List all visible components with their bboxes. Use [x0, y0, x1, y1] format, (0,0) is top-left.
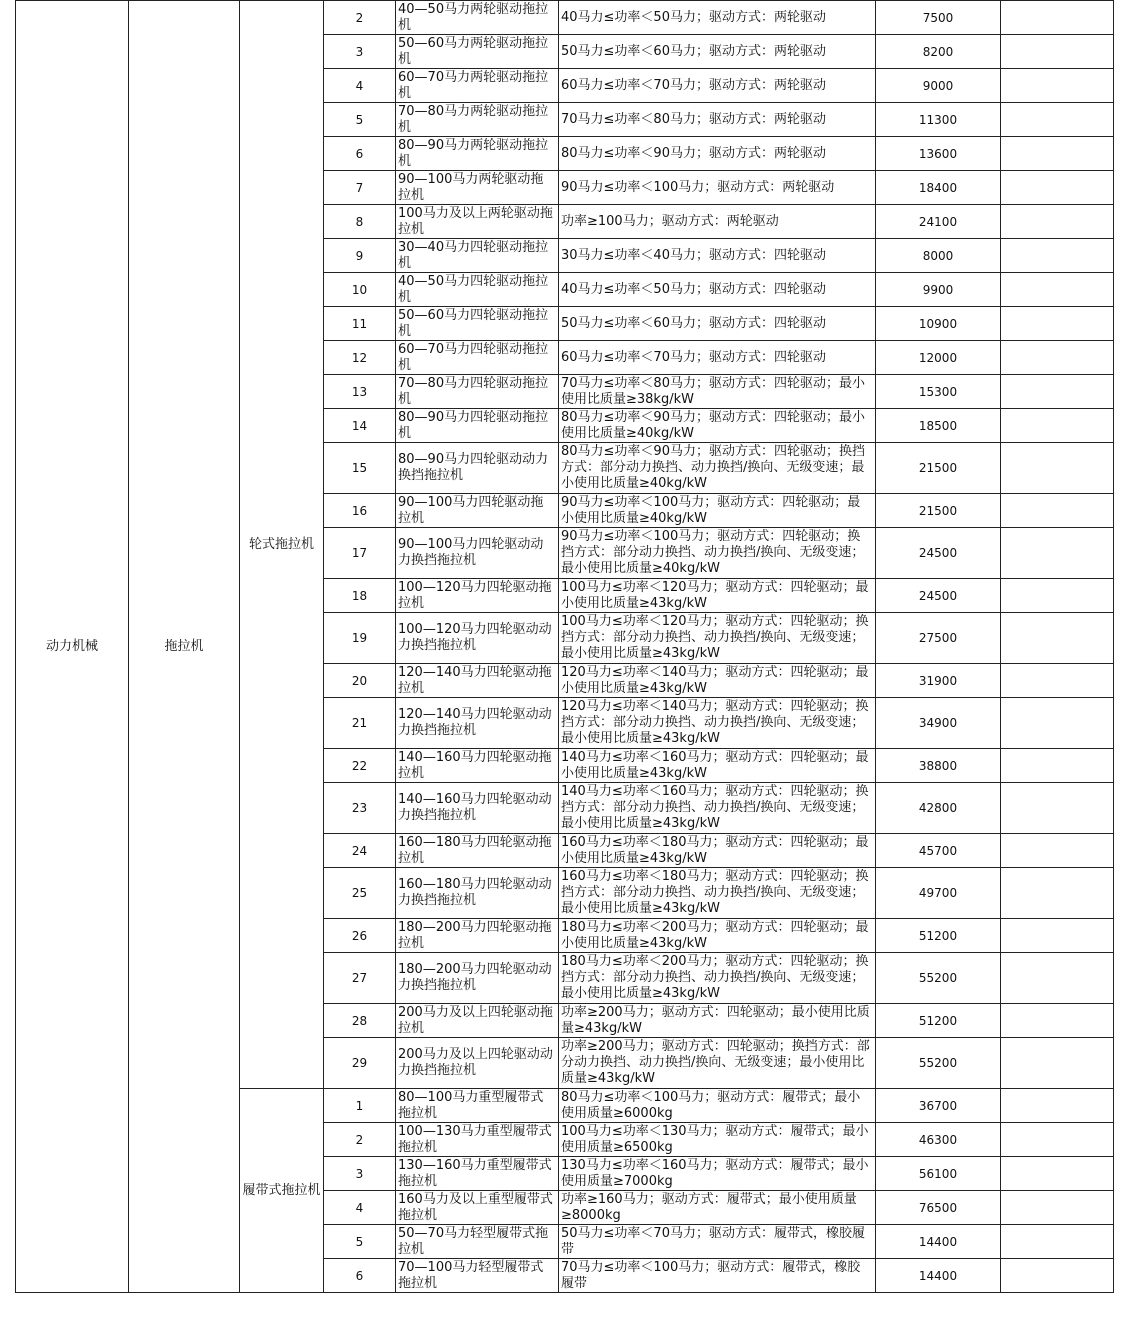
item-spec: 160马力≤功率＜180马力；驱动方式：四轮驱动；最小使用比质量≥43kg/kW: [559, 834, 876, 868]
item-price: 8200: [876, 35, 1001, 69]
item-name: 90—100马力四轮驱动动力换挡拖拉机: [396, 528, 559, 579]
item-spec: 50马力≤功率＜70马力；驱动方式：履带式，橡胶履带: [559, 1225, 876, 1259]
item-price: 51200: [876, 919, 1001, 953]
item-price: 56100: [876, 1157, 1001, 1191]
row-number: 5: [324, 103, 396, 137]
table-body: [16, 1, 1114, 1293]
item-name: 180—200马力四轮驱动动力换挡拖拉机: [396, 953, 559, 1004]
empty-cell: [1001, 443, 1114, 494]
item-spec: 70马力≤功率＜100马力；驱动方式：履带式，橡胶履带: [559, 1259, 876, 1293]
row-number: 12: [324, 341, 396, 375]
item-name: 100—130马力重型履带式拖拉机: [396, 1123, 559, 1157]
row-number: 22: [324, 749, 396, 783]
empty-cell: [1001, 69, 1114, 103]
row-number: 3: [324, 35, 396, 69]
item-spec: 80马力≤功率＜90马力；驱动方式：四轮驱动；换挡方式：部分动力换挡、动力换挡/换向、无级变速；最小使用比质量≥40kg/kW: [559, 443, 876, 494]
item-spec: 功率≥200马力；驱动方式：四轮驱动；换挡方式：部分动力换挡、动力换挡/换向、无级变速；最小使用比质量≥43kg/kW: [559, 1038, 876, 1089]
item-price: 11300: [876, 103, 1001, 137]
row-number: 23: [324, 783, 396, 834]
empty-cell: [1001, 1191, 1114, 1225]
row-number: 14: [324, 409, 396, 443]
item-name: 130—160马力重型履带式拖拉机: [396, 1157, 559, 1191]
item-spec: 40马力≤功率＜50马力；驱动方式：两轮驱动: [559, 1, 876, 35]
item-spec: 180马力≤功率＜200马力；驱动方式：四轮驱动；换挡方式：部分动力换挡、动力换挡/换向、无级变速；最小使用比质量≥43kg/kW: [559, 953, 876, 1004]
item-spec: 功率≥160马力；驱动方式：履带式；最小使用质量≥8000kg: [559, 1191, 876, 1225]
empty-cell: [1001, 1004, 1114, 1038]
item-spec: 100马力≤功率＜130马力；驱动方式：履带式；最小使用质量≥6500kg: [559, 1123, 876, 1157]
item-price: 14400: [876, 1259, 1001, 1293]
item-name: 60—70马力两轮驱动拖拉机: [396, 69, 559, 103]
item-name: 70—80马力四轮驱动拖拉机: [396, 375, 559, 409]
item-spec: 功率≥200马力；驱动方式：四轮驱动；最小使用比质量≥43kg/kW: [559, 1004, 876, 1038]
item-price: 18400: [876, 171, 1001, 205]
row-number: 19: [324, 613, 396, 664]
item-spec: 30马力≤功率＜40马力；驱动方式：四轮驱动: [559, 239, 876, 273]
item-price: 7500: [876, 1, 1001, 35]
item-name: 140—160马力四轮驱动拖拉机: [396, 749, 559, 783]
empty-cell: [1001, 1038, 1114, 1089]
empty-cell: [1001, 1089, 1114, 1123]
item-spec: 60马力≤功率＜70马力；驱动方式：四轮驱动: [559, 341, 876, 375]
row-number: 10: [324, 273, 396, 307]
item-spec: 140马力≤功率＜160马力；驱动方式：四轮驱动；最小使用比质量≥43kg/kW: [559, 749, 876, 783]
empty-cell: [1001, 1225, 1114, 1259]
item-spec: 90马力≤功率＜100马力；驱动方式：四轮驱动；换挡方式：部分动力换挡、动力换挡/换向、无级变速；最小使用比质量≥40kg/kW: [559, 528, 876, 579]
item-spec: 90马力≤功率＜100马力；驱动方式：四轮驱动；最小使用比质量≥40kg/kW: [559, 494, 876, 528]
empty-cell: [1001, 375, 1114, 409]
empty-cell: [1001, 528, 1114, 579]
empty-cell: [1001, 783, 1114, 834]
price-table: [15, 0, 1114, 1293]
item-price: 27500: [876, 613, 1001, 664]
item-spec: 70马力≤功率＜80马力；驱动方式：两轮驱动: [559, 103, 876, 137]
item-price: 42800: [876, 783, 1001, 834]
item-price: 51200: [876, 1004, 1001, 1038]
item-price: 13600: [876, 137, 1001, 171]
empty-cell: [1001, 205, 1114, 239]
item-name: 160—180马力四轮驱动拖拉机: [396, 834, 559, 868]
item-spec: 180马力≤功率＜200马力；驱动方式：四轮驱动；最小使用比质量≥43kg/kW: [559, 919, 876, 953]
row-number: 2: [324, 1123, 396, 1157]
row-number: 28: [324, 1004, 396, 1038]
empty-cell: [1001, 613, 1114, 664]
row-number: 27: [324, 953, 396, 1004]
item-price: 24100: [876, 205, 1001, 239]
table-row: [16, 1, 1114, 35]
item-name: 30—40马力四轮驱动拖拉机: [396, 239, 559, 273]
item-name: 70—100马力轻型履带式拖拉机: [396, 1259, 559, 1293]
item-price: 24500: [876, 579, 1001, 613]
item-name: 90—100马力两轮驱动拖拉机: [396, 171, 559, 205]
item-name: 160马力及以上重型履带式拖拉机: [396, 1191, 559, 1225]
empty-cell: [1001, 137, 1114, 171]
empty-cell: [1001, 1259, 1114, 1293]
item-name: 90—100马力四轮驱动拖拉机: [396, 494, 559, 528]
item-spec: 80马力≤功率＜90马力；驱动方式：两轮驱动: [559, 137, 876, 171]
item-spec: 120马力≤功率＜140马力；驱动方式：四轮驱动；最小使用比质量≥43kg/kW: [559, 664, 876, 698]
empty-cell: [1001, 664, 1114, 698]
row-number: 4: [324, 1191, 396, 1225]
item-spec: 80马力≤功率＜100马力；驱动方式：履带式；最小使用质量≥6000kg: [559, 1089, 876, 1123]
item-spec: 50马力≤功率＜60马力；驱动方式：两轮驱动: [559, 35, 876, 69]
item-spec: 80马力≤功率＜90马力；驱动方式：四轮驱动；最小使用比质量≥40kg/kW: [559, 409, 876, 443]
row-number: 20: [324, 664, 396, 698]
row-number: 8: [324, 205, 396, 239]
row-number: 16: [324, 494, 396, 528]
item-name: 160—180马力四轮驱动动力换挡拖拉机: [396, 868, 559, 919]
item-price: 18500: [876, 409, 1001, 443]
item-name: 80—90马力四轮驱动动力换挡拖拉机: [396, 443, 559, 494]
empty-cell: [1001, 749, 1114, 783]
item-price: 10900: [876, 307, 1001, 341]
item-spec: 70马力≤功率＜80马力；驱动方式：四轮驱动；最小使用比质量≥38kg/kW: [559, 375, 876, 409]
item-spec: 100马力≤功率＜120马力；驱动方式：四轮驱动；最小使用比质量≥43kg/kW: [559, 579, 876, 613]
item-price: 45700: [876, 834, 1001, 868]
item-name: 120—140马力四轮驱动动力换挡拖拉机: [396, 698, 559, 749]
item-price: 46300: [876, 1123, 1001, 1157]
empty-cell: [1001, 868, 1114, 919]
row-number: 15: [324, 443, 396, 494]
row-number: 6: [324, 1259, 396, 1293]
item-name: 200马力及以上四轮驱动动力换挡拖拉机: [396, 1038, 559, 1089]
item-name: 200马力及以上四轮驱动拖拉机: [396, 1004, 559, 1038]
group-name-cell: 轮式拖拉机: [240, 1, 324, 1089]
subcategory-cell: 拖拉机: [129, 1, 240, 1293]
item-price: 21500: [876, 494, 1001, 528]
empty-cell: [1001, 307, 1114, 341]
item-name: 80—90马力两轮驱动拖拉机: [396, 137, 559, 171]
empty-cell: [1001, 35, 1114, 69]
item-name: 40—50马力两轮驱动拖拉机: [396, 1, 559, 35]
item-price: 49700: [876, 868, 1001, 919]
item-name: 50—70马力轻型履带式拖拉机: [396, 1225, 559, 1259]
item-price: 36700: [876, 1089, 1001, 1123]
item-spec: 130马力≤功率＜160马力；驱动方式：履带式；最小使用质量≥7000kg: [559, 1157, 876, 1191]
row-number: 3: [324, 1157, 396, 1191]
row-number: 4: [324, 69, 396, 103]
item-price: 12000: [876, 341, 1001, 375]
item-price: 55200: [876, 953, 1001, 1004]
empty-cell: [1001, 698, 1114, 749]
empty-cell: [1001, 341, 1114, 375]
row-number: 2: [324, 1, 396, 35]
item-name: 80—100马力重型履带式拖拉机: [396, 1089, 559, 1123]
row-number: 18: [324, 579, 396, 613]
item-name: 80—90马力四轮驱动拖拉机: [396, 409, 559, 443]
item-price: 9000: [876, 69, 1001, 103]
item-name: 70—80马力两轮驱动拖拉机: [396, 103, 559, 137]
row-number: 29: [324, 1038, 396, 1089]
item-price: 24500: [876, 528, 1001, 579]
item-spec: 40马力≤功率＜50马力；驱动方式：四轮驱动: [559, 273, 876, 307]
empty-cell: [1001, 409, 1114, 443]
empty-cell: [1001, 239, 1114, 273]
item-spec: 90马力≤功率＜100马力；驱动方式：两轮驱动: [559, 171, 876, 205]
row-number: 21: [324, 698, 396, 749]
item-price: 14400: [876, 1225, 1001, 1259]
empty-cell: [1001, 103, 1114, 137]
row-number: 26: [324, 919, 396, 953]
item-spec: 功率≥100马力；驱动方式：两轮驱动: [559, 205, 876, 239]
item-price: 15300: [876, 375, 1001, 409]
item-name: 100—120马力四轮驱动拖拉机: [396, 579, 559, 613]
empty-cell: [1001, 1, 1114, 35]
row-number: 6: [324, 137, 396, 171]
item-price: 21500: [876, 443, 1001, 494]
item-name: 50—60马力两轮驱动拖拉机: [396, 35, 559, 69]
empty-cell: [1001, 494, 1114, 528]
category-cell: 动力机械: [16, 1, 129, 1293]
item-name: 180—200马力四轮驱动拖拉机: [396, 919, 559, 953]
item-price: 76500: [876, 1191, 1001, 1225]
empty-cell: [1001, 1157, 1114, 1191]
item-spec: 160马力≤功率＜180马力；驱动方式：四轮驱动；换挡方式：部分动力换挡、动力换挡/换向、无级变速；最小使用比质量≥43kg/kW: [559, 868, 876, 919]
row-number: 13: [324, 375, 396, 409]
item-name: 100—120马力四轮驱动动力换挡拖拉机: [396, 613, 559, 664]
item-price: 55200: [876, 1038, 1001, 1089]
item-name: 140—160马力四轮驱动动力换挡拖拉机: [396, 783, 559, 834]
row-number: 11: [324, 307, 396, 341]
item-spec: 140马力≤功率＜160马力；驱动方式：四轮驱动；换挡方式：部分动力换挡、动力换挡/换向、无级变速；最小使用比质量≥43kg/kW: [559, 783, 876, 834]
empty-cell: [1001, 273, 1114, 307]
empty-cell: [1001, 1123, 1114, 1157]
item-spec: 50马力≤功率＜60马力；驱动方式：四轮驱动: [559, 307, 876, 341]
item-name: 100马力及以上两轮驱动拖拉机: [396, 205, 559, 239]
item-spec: 120马力≤功率＜140马力；驱动方式：四轮驱动；换挡方式：部分动力换挡、动力换挡/换向、无级变速；最小使用比质量≥43kg/kW: [559, 698, 876, 749]
empty-cell: [1001, 579, 1114, 613]
item-spec: 100马力≤功率＜120马力；驱动方式：四轮驱动；换挡方式：部分动力换挡、动力换挡/换向、无级变速；最小使用比质量≥43kg/kW: [559, 613, 876, 664]
item-price: 38800: [876, 749, 1001, 783]
empty-cell: [1001, 953, 1114, 1004]
row-number: 24: [324, 834, 396, 868]
group-name-cell: 履带式拖拉机: [240, 1089, 324, 1293]
item-price: 31900: [876, 664, 1001, 698]
row-number: 17: [324, 528, 396, 579]
item-name: 40—50马力四轮驱动拖拉机: [396, 273, 559, 307]
empty-cell: [1001, 171, 1114, 205]
row-number: 7: [324, 171, 396, 205]
item-name: 120—140马力四轮驱动拖拉机: [396, 664, 559, 698]
row-number: 25: [324, 868, 396, 919]
row-number: 9: [324, 239, 396, 273]
item-name: 60—70马力四轮驱动拖拉机: [396, 341, 559, 375]
item-price: 9900: [876, 273, 1001, 307]
item-name: 50—60马力四轮驱动拖拉机: [396, 307, 559, 341]
item-spec: 60马力≤功率＜70马力；驱动方式：两轮驱动: [559, 69, 876, 103]
empty-cell: [1001, 919, 1114, 953]
item-price: 34900: [876, 698, 1001, 749]
empty-cell: [1001, 834, 1114, 868]
row-number: 5: [324, 1225, 396, 1259]
row-number: 1: [324, 1089, 396, 1123]
item-price: 8000: [876, 239, 1001, 273]
